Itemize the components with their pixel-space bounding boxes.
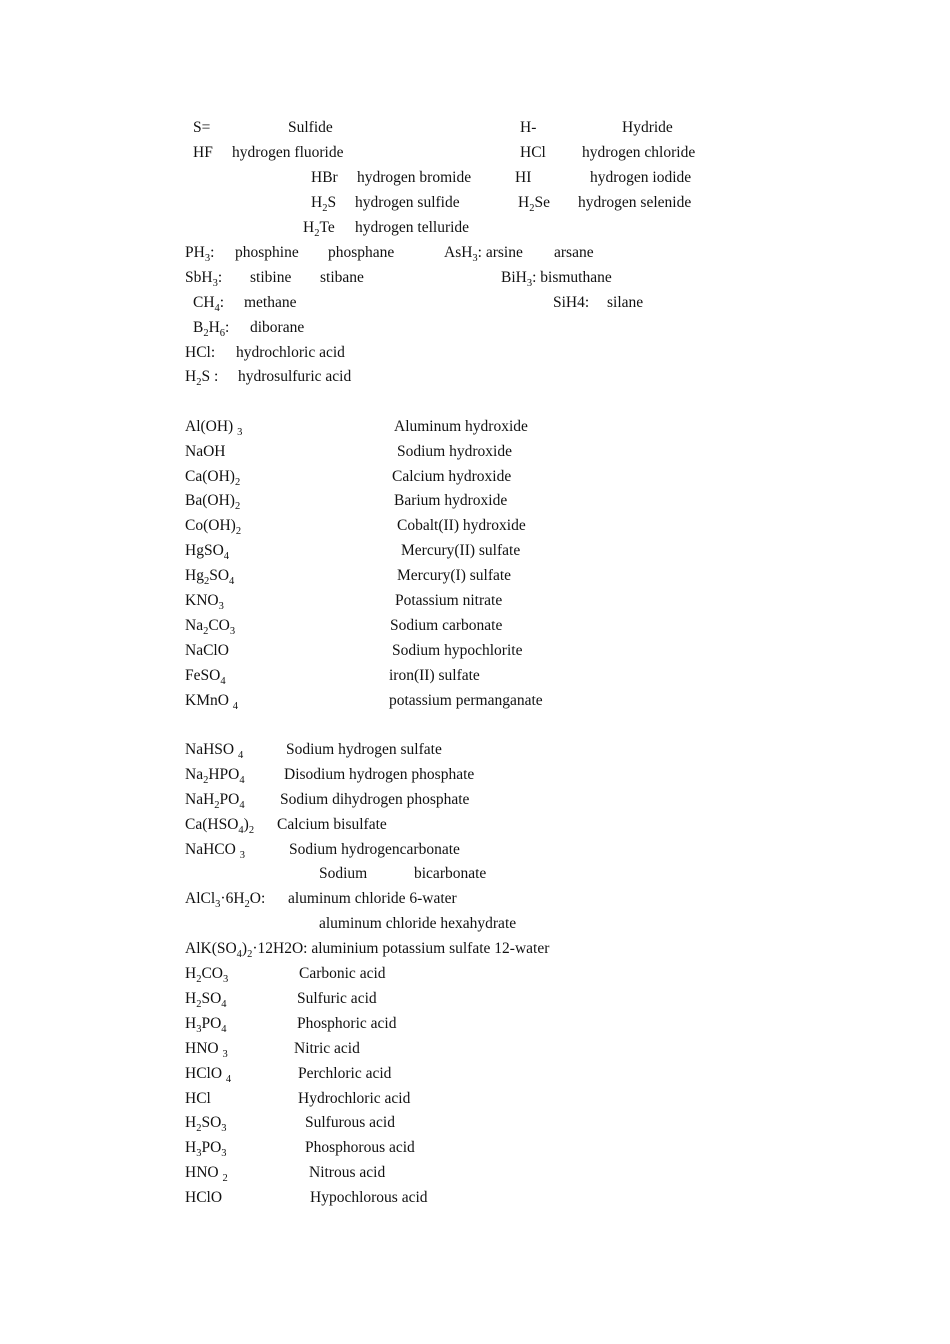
formula: $PH_3$: [185, 244, 215, 264]
formula: $H_3PO_4$ [185, 1015, 227, 1035]
name: Calcium hydroxide [392, 468, 512, 485]
name: Hydrochloric acid [298, 1090, 411, 1107]
name: phosphine [235, 244, 299, 261]
name: Sodium dihydrogen phosphate [280, 791, 470, 808]
name: Sulfide [288, 119, 333, 136]
formula: HCl [520, 144, 546, 161]
formula: HCl [185, 1090, 211, 1107]
formula: HClO [185, 1189, 223, 1206]
name: iron(II) sulfate [389, 667, 480, 684]
name: Potassium nitrate [395, 592, 503, 609]
name: methane [244, 294, 297, 311]
formula: AsH$_3$: arsine [444, 244, 523, 264]
name: Calcium bisulfate [277, 816, 387, 833]
name: Mercury(II) sulfate [401, 542, 521, 559]
name: stibine [250, 269, 292, 286]
name: Nitric acid [294, 1040, 360, 1057]
formula: BiH$_3$: bismuthane [501, 269, 612, 289]
name: Sodium hypochlorite [392, 642, 523, 659]
name: Aluminum hydroxide [394, 418, 528, 435]
name: Sulfuric acid [297, 990, 377, 1007]
name: hydrogen selenide [578, 194, 692, 211]
formula: HNO $_3$ [185, 1040, 228, 1060]
name: hydrogen fluoride [232, 144, 344, 161]
formula: HI [515, 169, 532, 186]
name: Sodium carbonate [390, 617, 503, 634]
formula: FeSO$_4$ [185, 667, 226, 687]
formula: $NaH_2PO_4$ [185, 791, 245, 811]
formula-line: $AlK(SO_4)_2\cdot 12H2O$: aluminium potassium sulfate 12-water [185, 940, 550, 960]
formula: NaHSO $_4$ [185, 741, 244, 761]
formula: $Hg_2SO_4$ [185, 567, 235, 587]
formula: SbH$_3$: [185, 269, 223, 289]
formula: HBr [311, 169, 338, 186]
formula: HClO $_4$ [185, 1065, 232, 1085]
name: phosphane [328, 244, 395, 261]
formula: $Co(OH)_2$ [185, 517, 242, 537]
name: diborane [250, 319, 305, 336]
formula: $Ca(HSO_4)_2$ [185, 816, 255, 836]
name: arsane [554, 244, 594, 261]
name: hydrosulfuric acid [238, 368, 352, 385]
name: Cobalt(II) hydroxide [397, 517, 526, 534]
formula: $H_2Te$ [303, 219, 335, 239]
name: hydrogen iodide [590, 169, 692, 186]
name: Sodium hydrogen sulfate [286, 741, 442, 758]
name: hydrogen sulfide [355, 194, 460, 211]
formula: $Ca(OH)_2$ [185, 468, 241, 488]
formula: $Na_2HPO_4$ [185, 766, 245, 786]
formula: $H_2S$ [311, 194, 337, 214]
name: bicarbonate [414, 865, 487, 882]
formula: NaClO [185, 642, 229, 659]
name: silane [607, 294, 644, 311]
formula: $H_3PO_3$ [185, 1139, 227, 1159]
name: stibane [320, 269, 364, 286]
name: Hydride [622, 119, 673, 136]
name: hydrogen bromide [357, 169, 472, 186]
name: potassium permanganate [389, 692, 543, 709]
formula: NaHCO $_3$ [185, 841, 245, 861]
formula: $Na_2CO_3$ [185, 617, 236, 637]
name: Perchloric acid [298, 1065, 392, 1082]
name: Sodium [319, 865, 368, 882]
name: Barium hydroxide [394, 492, 508, 509]
name: hydrochloric acid [236, 344, 345, 361]
name: Nitrous acid [309, 1164, 386, 1181]
formula: NaOH [185, 443, 226, 460]
formula: $KNO_3$ [185, 592, 224, 612]
formula: HgSO$_4$ [185, 542, 230, 562]
name: Mercury(I) sulfate [397, 567, 512, 584]
name: aluminum chloride 6-water [288, 890, 457, 907]
name: Carbonic acid [299, 965, 386, 982]
formula: $H_2Se$ [518, 194, 550, 214]
name: hydrogen chloride [582, 144, 696, 161]
formula: $Ba(OH)_2$ [185, 492, 241, 512]
formula: $H_2SO_4$ [185, 990, 227, 1010]
name: Sulfurous acid [305, 1114, 395, 1131]
name: Sodium hydroxide [397, 443, 512, 460]
name: Hypochlorous acid [310, 1189, 428, 1206]
formula: S= [193, 119, 211, 136]
name: Disodium hydrogen phosphate [284, 766, 475, 783]
formula: $H_2SO_3$ [185, 1114, 227, 1134]
formula: $AlCl_3\cdot 6H_2O$: [185, 890, 266, 910]
formula: HNO $_2$ [185, 1164, 228, 1184]
name: Sodium hydrogencarbonate [289, 841, 460, 858]
name: aluminum chloride hexahydrate [319, 915, 517, 932]
formula: Al(OH) $_3$ [185, 418, 243, 438]
formula: SiH4: [553, 294, 590, 311]
formula: $H_2S$ : [185, 368, 219, 388]
formula: $B_2H_6$: [193, 319, 230, 339]
name: hydrogen telluride [355, 219, 470, 236]
formula: HCl: [185, 344, 216, 361]
formula: $H_2CO_3$ [185, 965, 229, 985]
formula: HF [193, 144, 213, 161]
formula: KMnO $_4$ [185, 692, 239, 712]
formula: $CH_4$: [193, 294, 225, 314]
name: Phosphorous acid [305, 1139, 415, 1156]
name: Phosphoric acid [297, 1015, 397, 1032]
formula: H- [520, 119, 537, 136]
